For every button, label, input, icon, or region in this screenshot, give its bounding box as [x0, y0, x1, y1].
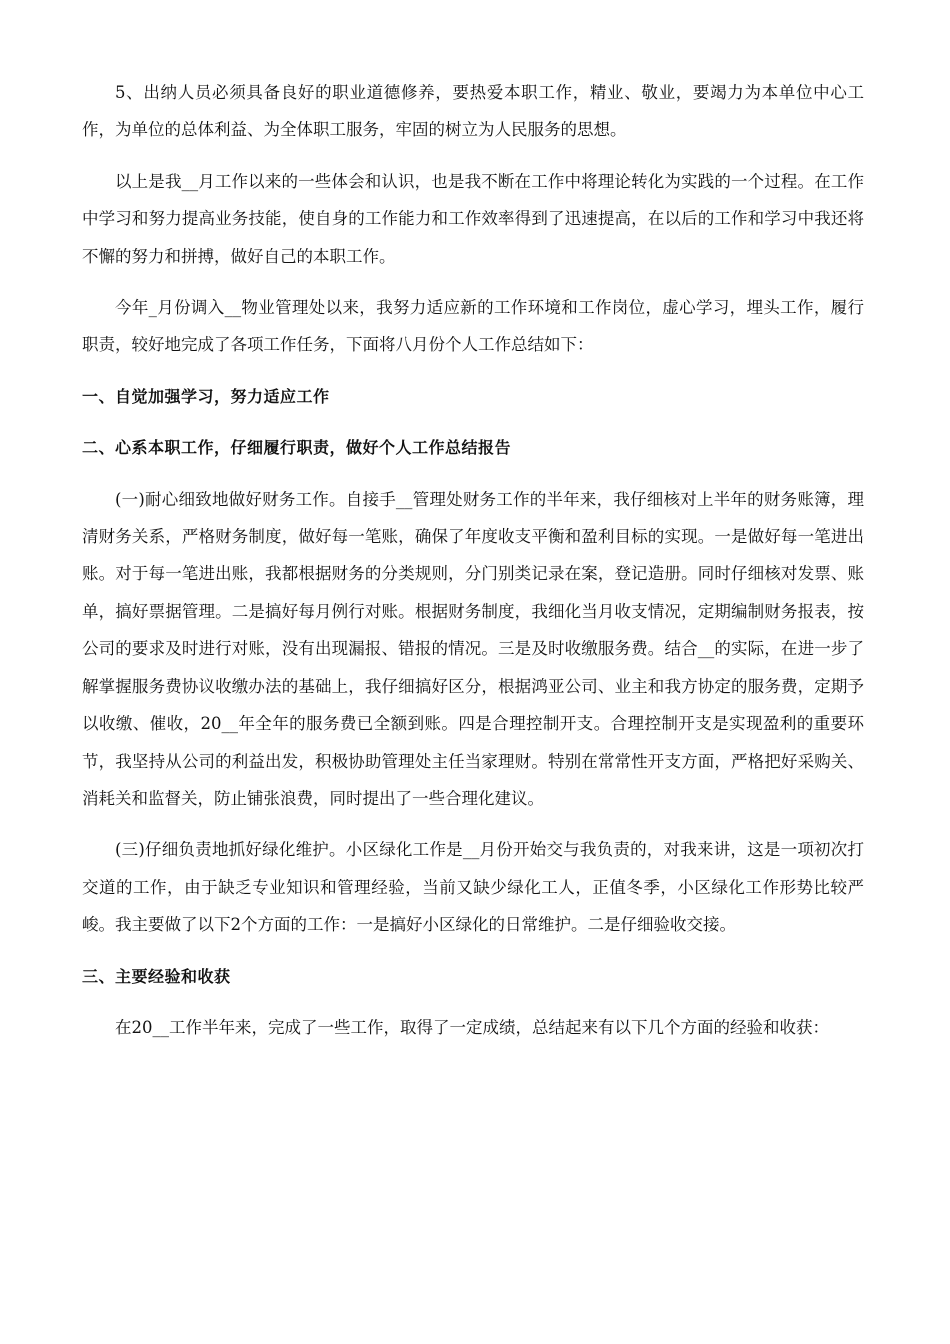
paragraph-experience-gains: 在20__工作半年来，完成了一些工作，取得了一定成绩，总结起来有以下几个方面的经验和收获： — [115, 1017, 829, 1037]
paragraph-cashier-ethics: 5、出纳人员必须具备良好的职业道德修养，要热爱本职工作，精业、敬业，要竭力为本单位中心工作，为单位的总体利益、为全体职工服务，牢固的树立为人民服务的思想。 — [82, 83, 864, 140]
paragraph-introduction: 今年_月份调入__物业管理处以来，我努力适应新的工作环境和工作岗位，虚心学习，埋头工作，履行职责，较好地完成了各项工作任务，下面将八月份个人工作总结如下： — [82, 298, 864, 355]
paragraph-greening-maintenance: (三)仔细负责地抓好绿化维护。小区绿化工作是__月份开始交与我负责的，对我来讲，这是一项初次打交道的工作，由于缺乏专业知识和管理经验，当前又缺少绿化工人，正值冬季，小区绿化工作形势比较严峻。我主要做了以下2个方面的工作：一是搞好小区绿化的日常维护。二是仔细验收交接。 — [82, 840, 864, 935]
paragraph-experience-summary: 以上是我__月工作以来的一些体会和认识，也是我不断在工作中将理论转化为实践的一个过程。在工作中学习和努力提高业务技能，使自身的工作能力和工作效率得到了迅速提高，在以后的工作和学习中我还将不懈的努力和拼搏，做好自己的本职工作。 — [82, 171, 864, 266]
heading-section-3: 三、主要经验和收获 — [82, 966, 231, 986]
document-page — [82, 74, 864, 1060]
heading-section-1: 一、自觉加强学习，努力适应工作 — [82, 386, 330, 406]
heading-section-2: 二、心系本职工作，仔细履行职责，做好个人工作总结报告 — [82, 438, 512, 458]
paragraph-financial-work: (一)耐心细致地做好财务工作。自接手__管理处财务工作的半年来，我仔细核对上半年的财务账簿，理清财务关系，严格财务制度，做好每一笔账，确保了年度收支平衡和盈利目标的实现。一是做好每一笔进出账。对于每一笔进出账，我都根据财务的分类规则，分门别类记录在案，登记造册。同时仔细核对发票、账单，搞好票据管理。二是搞好每月例行对账。根据财务制度，我细化当月收支情况，定期编制财务报表，按公司的要求及时进行对账，没有出现漏报、错报的情况。三是及时收缴服务费。结合__的实际，在进一步了解掌握服务费协议收缴办法的基础上，我仔细搞好区分，根据鸿亚公司、业主和我方协定的服务费，定期予以收缴、催收，20__年全年的服务费已全额到账。四是合理控制开支。合理控制开支是实现盈利的重要环节，我坚持从公司的利益出发，积极协助管理处主任当家理财。特别在常常性开支方面，严格把好采购关、消耗关和监督关，防止铺张浪费，同时提出了一些合理化建议。 — [82, 489, 864, 808]
